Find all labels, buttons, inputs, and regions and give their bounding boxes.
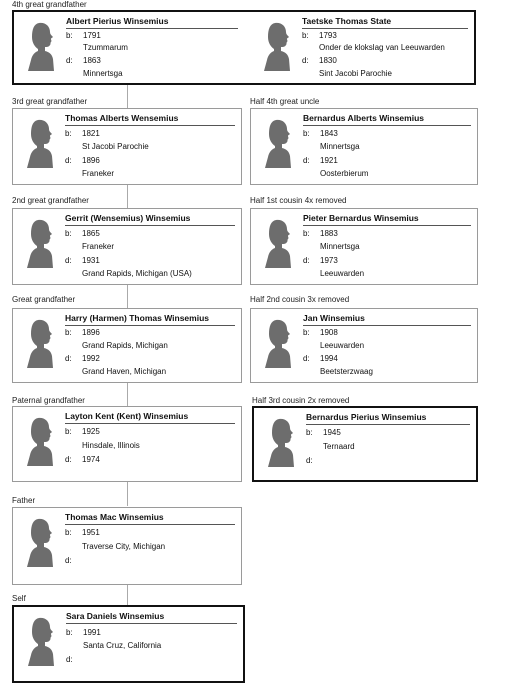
death-row — [306, 456, 323, 466]
person-name[interactable]: Harry (Harmen) Thomas Winsemius — [65, 313, 235, 326]
relationship-label: 2nd great grandfather — [12, 196, 89, 205]
person-card[interactable] — [14, 12, 244, 83]
person-name[interactable]: Taetske Thomas State — [302, 16, 468, 29]
person-name[interactable]: Thomas Alberts Wensemius — [65, 113, 235, 126]
death-date: 1974 — [82, 455, 100, 464]
death-place: Grand Rapids, Michigan (USA) — [82, 269, 192, 278]
death-place: Leeuwarden — [320, 269, 365, 278]
death-key: d: — [303, 156, 310, 165]
birth-row — [65, 427, 100, 437]
birth-place: Ternaard — [323, 442, 355, 451]
birth-date: 1908 — [320, 328, 338, 337]
birth-place: Onder de klokslag van Leeuwarden — [319, 43, 445, 52]
birth-key: b: — [303, 229, 310, 238]
relationship-label: 3rd great grandfather — [12, 97, 88, 106]
person-name[interactable]: Thomas Mac Winsemius — [65, 512, 235, 525]
person-silhouette-icon — [24, 517, 58, 567]
relationship-label: 4th great grandfather — [12, 0, 87, 9]
birth-place: Traverse City, Michigan — [82, 542, 166, 551]
person-name[interactable]: Layton Kent (Kent) Winsemius — [65, 411, 235, 424]
birth-row — [66, 628, 101, 638]
birth-date: 1945 — [323, 428, 341, 437]
birth-place: St Jacobi Parochie — [82, 142, 149, 151]
birth-place: Tzummarum — [83, 43, 128, 52]
death-place: Franeker — [82, 169, 115, 178]
death-date: 1921 — [320, 156, 338, 165]
birth-key: b: — [65, 328, 72, 337]
birth-place: Minnertsga — [320, 242, 360, 251]
death-row — [303, 256, 338, 266]
death-date: 1973 — [320, 256, 338, 265]
death-key: d: — [66, 655, 73, 664]
death-key: d: — [303, 354, 310, 363]
person-card[interactable] — [12, 406, 242, 482]
birth-key: b: — [66, 31, 73, 40]
relationship-label: Half 2nd cousin 3x removed — [250, 295, 350, 304]
birth-date: 1791 — [83, 31, 101, 40]
birth-key: b: — [66, 628, 73, 637]
relationship-label: Half 4th great uncle — [250, 97, 320, 106]
birth-place: Minnertsga — [320, 142, 360, 151]
person-name[interactable]: Jan Winsemius — [303, 313, 471, 326]
person-card[interactable] — [12, 208, 242, 285]
person-silhouette-icon — [24, 416, 58, 466]
relationship-label: Great grandfather — [12, 295, 76, 304]
birth-date: 1865 — [82, 229, 100, 238]
birth-place: Grand Rapids, Michigan — [82, 341, 168, 350]
death-key: d: — [65, 455, 72, 464]
death-place: Minnertsga — [83, 69, 123, 78]
person-silhouette-icon — [265, 417, 299, 467]
person-card[interactable] — [250, 308, 478, 383]
person-silhouette-icon — [24, 318, 58, 368]
birth-row — [303, 229, 338, 239]
death-row — [66, 655, 83, 665]
birth-place: Franeker — [82, 242, 115, 251]
birth-place: Hinsdale, Illinois — [82, 441, 140, 450]
death-row — [65, 156, 100, 166]
birth-key: b: — [302, 31, 309, 40]
connector-line — [127, 482, 128, 506]
connector-line — [127, 585, 128, 606]
person-silhouette-icon — [25, 21, 59, 71]
birth-row — [65, 229, 100, 239]
birth-date: 1883 — [320, 229, 338, 238]
death-key: d: — [302, 56, 309, 65]
relationship-label: Father — [12, 496, 36, 505]
birth-key: b: — [303, 129, 310, 138]
birth-key: b: — [65, 528, 72, 537]
person-silhouette-icon — [24, 218, 58, 268]
person-name[interactable]: Bernardus Alberts Winsemius — [303, 113, 471, 126]
connector-line — [127, 85, 128, 109]
birth-row — [66, 31, 101, 41]
birth-key: b: — [65, 229, 72, 238]
relationship-label: Self — [12, 594, 26, 603]
death-key: d: — [65, 156, 72, 165]
death-date: 1896 — [82, 156, 100, 165]
death-key: d: — [66, 56, 73, 65]
connector-line — [127, 383, 128, 407]
person-card[interactable] — [12, 308, 242, 383]
death-row — [302, 56, 337, 66]
death-row — [303, 156, 338, 166]
birth-date: 1951 — [82, 528, 100, 537]
person-card[interactable] — [12, 605, 245, 683]
death-row — [65, 455, 100, 465]
birth-key: b: — [65, 427, 72, 436]
person-name[interactable]: Gerrit (Wensemius) Winsemius — [65, 213, 235, 226]
death-place: Sint Jacobi Parochie — [319, 69, 392, 78]
person-silhouette-icon — [262, 318, 296, 368]
person-card[interactable] — [250, 208, 478, 285]
person-silhouette-icon — [24, 118, 58, 168]
death-date: 1863 — [83, 56, 101, 65]
birth-row — [303, 328, 338, 338]
birth-date: 1896 — [82, 328, 100, 337]
birth-key: b: — [65, 129, 72, 138]
person-name[interactable]: Bernardus Pierius Winsemius — [306, 412, 470, 425]
birth-row — [306, 428, 341, 438]
birth-row — [302, 31, 337, 41]
birth-key: b: — [306, 428, 313, 437]
person-card[interactable] — [12, 507, 242, 585]
death-key: d: — [65, 256, 72, 265]
death-date: 1830 — [319, 56, 337, 65]
death-date: 1992 — [82, 354, 100, 363]
death-row — [66, 56, 101, 66]
death-row — [65, 256, 100, 266]
person-card[interactable] — [12, 108, 242, 185]
birth-date: 1821 — [82, 129, 100, 138]
birth-row — [303, 129, 338, 139]
connector-line — [127, 185, 128, 209]
death-row — [65, 354, 100, 364]
relationship-label: Half 1st cousin 4x removed — [250, 196, 347, 205]
person-name[interactable]: Albert Pierius Winsemius — [66, 16, 238, 29]
birth-row — [65, 129, 100, 139]
person-silhouette-icon — [262, 218, 296, 268]
birth-date: 1991 — [83, 628, 101, 637]
birth-place: Santa Cruz, California — [83, 641, 162, 650]
death-date: 1994 — [320, 354, 338, 363]
birth-key: b: — [303, 328, 310, 337]
person-silhouette-icon — [25, 616, 59, 666]
death-key: d: — [303, 256, 310, 265]
birth-row — [65, 528, 100, 538]
death-date: 1931 — [82, 256, 100, 265]
death-row — [303, 354, 338, 364]
death-place: Oosterbierum — [320, 169, 369, 178]
death-place: Grand Haven, Michigan — [82, 367, 167, 376]
death-key: d: — [65, 354, 72, 363]
birth-date: 1793 — [319, 31, 337, 40]
connector-line — [127, 285, 128, 309]
person-name[interactable]: Pieter Bernardus Winsemius — [303, 213, 471, 226]
birth-date: 1925 — [82, 427, 100, 436]
relationship-label: Half 3rd cousin 2x removed — [252, 396, 350, 405]
birth-place: Leeuwarden — [320, 341, 365, 350]
person-card[interactable] — [250, 108, 478, 185]
person-silhouette-icon — [261, 21, 295, 71]
person-card[interactable] — [250, 12, 474, 83]
relationship-label: Paternal grandfather — [12, 396, 85, 405]
death-place: Beetsterzwaag — [320, 367, 373, 376]
person-silhouette-icon — [262, 118, 296, 168]
birth-date: 1843 — [320, 129, 338, 138]
person-card[interactable] — [252, 406, 478, 482]
death-key: d: — [65, 556, 72, 565]
death-key: d: — [306, 456, 313, 465]
birth-row — [65, 328, 100, 338]
person-name[interactable]: Sara Daniels Winsemius — [66, 611, 237, 624]
death-row — [65, 556, 82, 566]
